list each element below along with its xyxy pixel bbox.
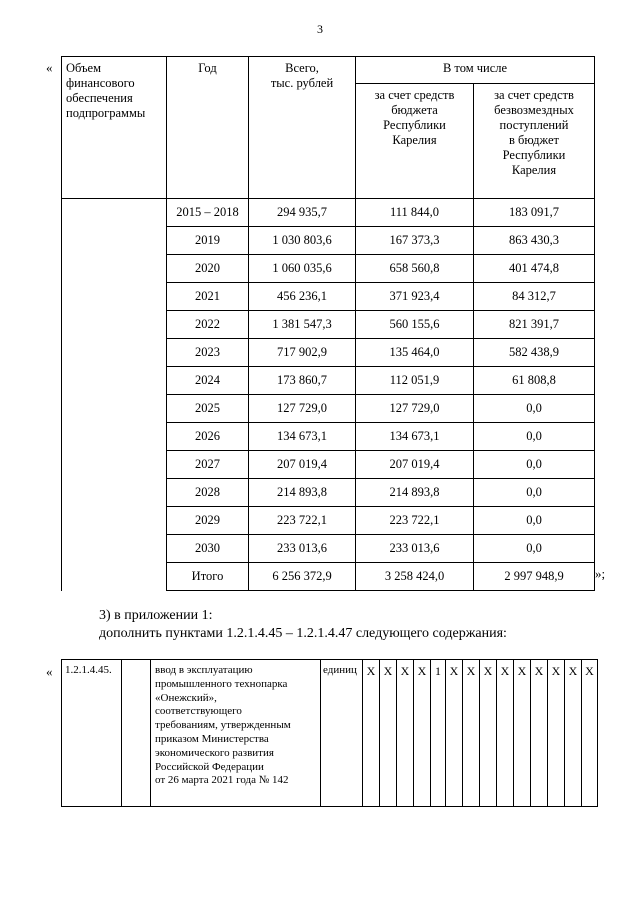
cell-year: 2022 [167,311,249,339]
cell-total: 1 060 035,6 [249,255,356,283]
cell-gratuitous: 401 474,8 [474,255,595,283]
header-including: В том числе [356,57,595,84]
cell-budget: 112 051,9 [356,367,474,395]
cell-gratuitous: 582 438,9 [474,339,595,367]
header-gratuitous: за счет средств безвозмездных поступлений в бюджет Республики Карелия [474,84,595,199]
cell-budget: 127 729,0 [356,395,474,423]
cell-budget: 134 673,1 [356,423,474,451]
cell-year: Итого [167,563,249,591]
table1-close-quote: »; [595,566,606,581]
cell-total: 134 673,1 [249,423,356,451]
item-code: 1.2.1.4.45. [62,660,122,807]
cell-budget: 214 893,8 [356,479,474,507]
mark-cell: Х [446,660,463,807]
mark-cell: Х [582,660,598,807]
cell-gratuitous: 0,0 [474,479,595,507]
mark-cell: Х [514,660,531,807]
cell-gratuitous: 0,0 [474,451,595,479]
cell-budget: 560 155,6 [356,311,474,339]
mark-cell: Х [363,660,380,807]
cell-total: 173 860,7 [249,367,356,395]
financing-table [61,56,595,591]
row-label-spacer [62,199,167,591]
unit-cell: единиц [321,660,363,807]
cell-year: 2020 [167,255,249,283]
cell-gratuitous: 0,0 [474,423,595,451]
cell-total: 127 729,0 [249,395,356,423]
cell-total: 1 030 803,6 [249,227,356,255]
table1-open-quote: « [46,60,53,75]
cell-gratuitous: 821 391,7 [474,311,595,339]
cell-gratuitous: 0,0 [474,535,595,563]
header-total: Всего, тыс. рублей [249,57,356,199]
cell-budget: 3 258 424,0 [356,563,474,591]
cell-budget: 223 722,1 [356,507,474,535]
row-label-financing-volume: Объем финансового обеспечения подпрограммы [62,57,167,199]
cell-total: 233 013,6 [249,535,356,563]
cell-year: 2024 [167,367,249,395]
page-number: 3 [317,22,323,36]
cell-budget: 167 373,3 [356,227,474,255]
cell-year: 2028 [167,479,249,507]
cell-year: 2019 [167,227,249,255]
cell-gratuitous: 61 808,8 [474,367,595,395]
cell-total: 1 381 547,3 [249,311,356,339]
cell-gratuitous: 0,0 [474,507,595,535]
mark-cell: Х [414,660,431,807]
mark-cell: Х [565,660,582,807]
cell-budget: 233 013,6 [356,535,474,563]
table-row [62,199,595,227]
cell-total: 294 935,7 [249,199,356,227]
cell-year: 2025 [167,395,249,423]
appendix-row [62,660,598,807]
paragraph-line-1: 3) в приложении 1: [99,608,213,623]
cell-total: 214 893,8 [249,479,356,507]
cell-total: 6 256 372,9 [249,563,356,591]
cell-total: 456 236,1 [249,283,356,311]
mark-cell: Х [531,660,548,807]
cell-budget: 135 464,0 [356,339,474,367]
mark-cell: Х [397,660,414,807]
cell-year: 2023 [167,339,249,367]
mark-cell: Х [480,660,497,807]
cell-total: 223 722,1 [249,507,356,535]
cell-budget: 658 560,8 [356,255,474,283]
cell-year: 2029 [167,507,249,535]
mark-cell: Х [548,660,565,807]
cell-year: 2015 – 2018 [167,199,249,227]
cell-year: 2021 [167,283,249,311]
paragraph-line-2: дополнить пунктами 1.2.1.4.45 – 1.2.1.4.47 следующего содержания: [99,626,507,641]
cell-year: 2027 [167,451,249,479]
cell-gratuitous: 183 091,7 [474,199,595,227]
table2-open-quote: « [46,664,53,679]
mark-cell: Х [380,660,397,807]
cell-gratuitous: 0,0 [474,395,595,423]
header-budget: за счет средств бюджета Республики Карелия [356,84,474,199]
cell-year: 2026 [167,423,249,451]
empty-cell [122,660,151,807]
cell-gratuitous: 2 997 948,9 [474,563,595,591]
cell-gratuitous: 84 312,7 [474,283,595,311]
cell-total: 717 902,9 [249,339,356,367]
cell-budget: 371 923,4 [356,283,474,311]
item-description: ввод в эксплуатацию промышленного технопарка «Онежский», соответствующего требованиям, утвержденным приказом Министерства экономического развития Российской Федерации от 26 марта 2021 года № 142 [151,660,321,807]
cell-budget: 111 844,0 [356,199,474,227]
header-year: Год [167,57,249,199]
cell-year: 2030 [167,535,249,563]
mark-cell: Х [463,660,480,807]
cell-total: 207 019,4 [249,451,356,479]
mark-cell: Х [497,660,514,807]
cell-gratuitous: 863 430,3 [474,227,595,255]
financing-table-body [62,199,595,591]
mark-cell: 1 [431,660,446,807]
cell-budget: 207 019,4 [356,451,474,479]
appendix-table [61,659,598,807]
